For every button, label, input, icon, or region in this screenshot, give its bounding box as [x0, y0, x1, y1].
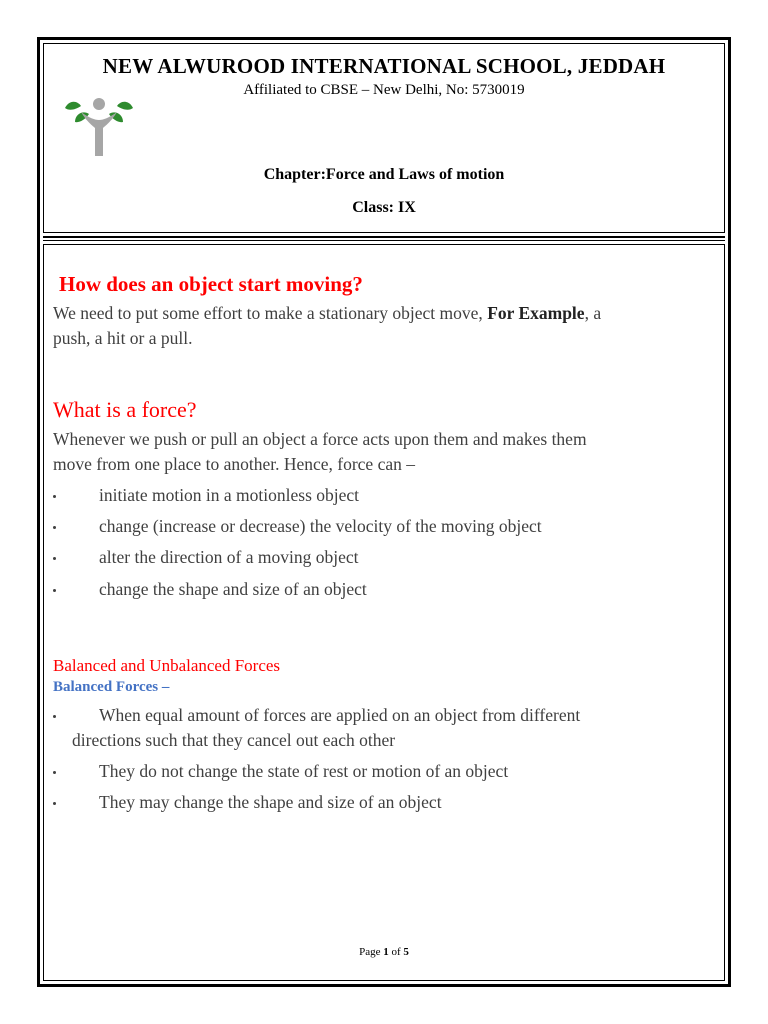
header-divider	[43, 236, 725, 241]
person-body	[81, 112, 117, 156]
paragraph-effort-line2: push, a hit or a pull.	[53, 328, 193, 348]
list-item-text: They may change the shape and size of an object	[99, 792, 442, 812]
paragraph-effort-text: We need to put some effort to make a stationary object move,	[53, 303, 488, 323]
school-logo-icon	[61, 94, 137, 160]
page-frame	[37, 37, 731, 987]
paragraph-effort-tail: , a	[584, 303, 602, 323]
paragraph-force-definition	[53, 427, 587, 477]
list-item-text-continued: directions such that they cancel out each other	[72, 730, 396, 750]
list-item-text: initiate motion in a motionless object	[99, 485, 360, 505]
bullet-icon	[53, 557, 56, 560]
force-definition-line2: move from one place to another. Hence, force can –	[53, 454, 415, 474]
page-total: 5	[403, 946, 409, 958]
letterhead	[43, 43, 725, 233]
page-number	[44, 946, 724, 958]
page-current: 1	[383, 946, 389, 958]
list-item-text: When equal amount of forces are applied on an object from different	[99, 705, 581, 725]
leaf-right-outer	[117, 102, 133, 110]
paragraph-effort	[53, 301, 601, 351]
bullet-icon	[53, 802, 56, 805]
force-definition-line1: Whenever we push or pull an object a force acts upon them and makes them	[53, 429, 587, 449]
list-item-text: alter the direction of a moving object	[99, 547, 359, 567]
leaf-left-outer	[65, 102, 81, 110]
heading-balanced-unbalanced: Balanced and Unbalanced Forces	[53, 656, 281, 675]
list-item-text: change (increase or decrease) the velocity of the moving object	[99, 516, 542, 536]
bullet-icon	[53, 526, 56, 529]
example-bold: For Example	[487, 303, 585, 323]
content-area	[43, 244, 725, 981]
bullet-icon	[53, 495, 56, 498]
page-of: of	[388, 946, 404, 958]
class-label: Class: IX	[352, 199, 416, 216]
affiliation-line: Affiliated to CBSE – New Delhi, No: 5730019	[243, 82, 525, 98]
bullet-icon	[53, 589, 56, 592]
subheading-balanced-forces: Balanced Forces –	[53, 679, 170, 695]
list-item-text: They do not change the state of rest or motion of an object	[99, 761, 509, 781]
person-head	[93, 98, 105, 110]
heading-start-moving: How does an object start moving?	[59, 272, 363, 296]
page-label: Page	[359, 946, 384, 958]
school-name: NEW ALWUROOD INTERNATIONAL SCHOOL, JEDDAH	[102, 54, 666, 78]
chapter-title: Chapter:Force and Laws of motion	[263, 166, 505, 183]
bullet-icon	[53, 771, 56, 774]
heading-what-is-force: What is a force?	[53, 397, 197, 422]
list-item-text: change the shape and size of an object	[99, 579, 367, 599]
bullet-icon	[53, 715, 56, 718]
